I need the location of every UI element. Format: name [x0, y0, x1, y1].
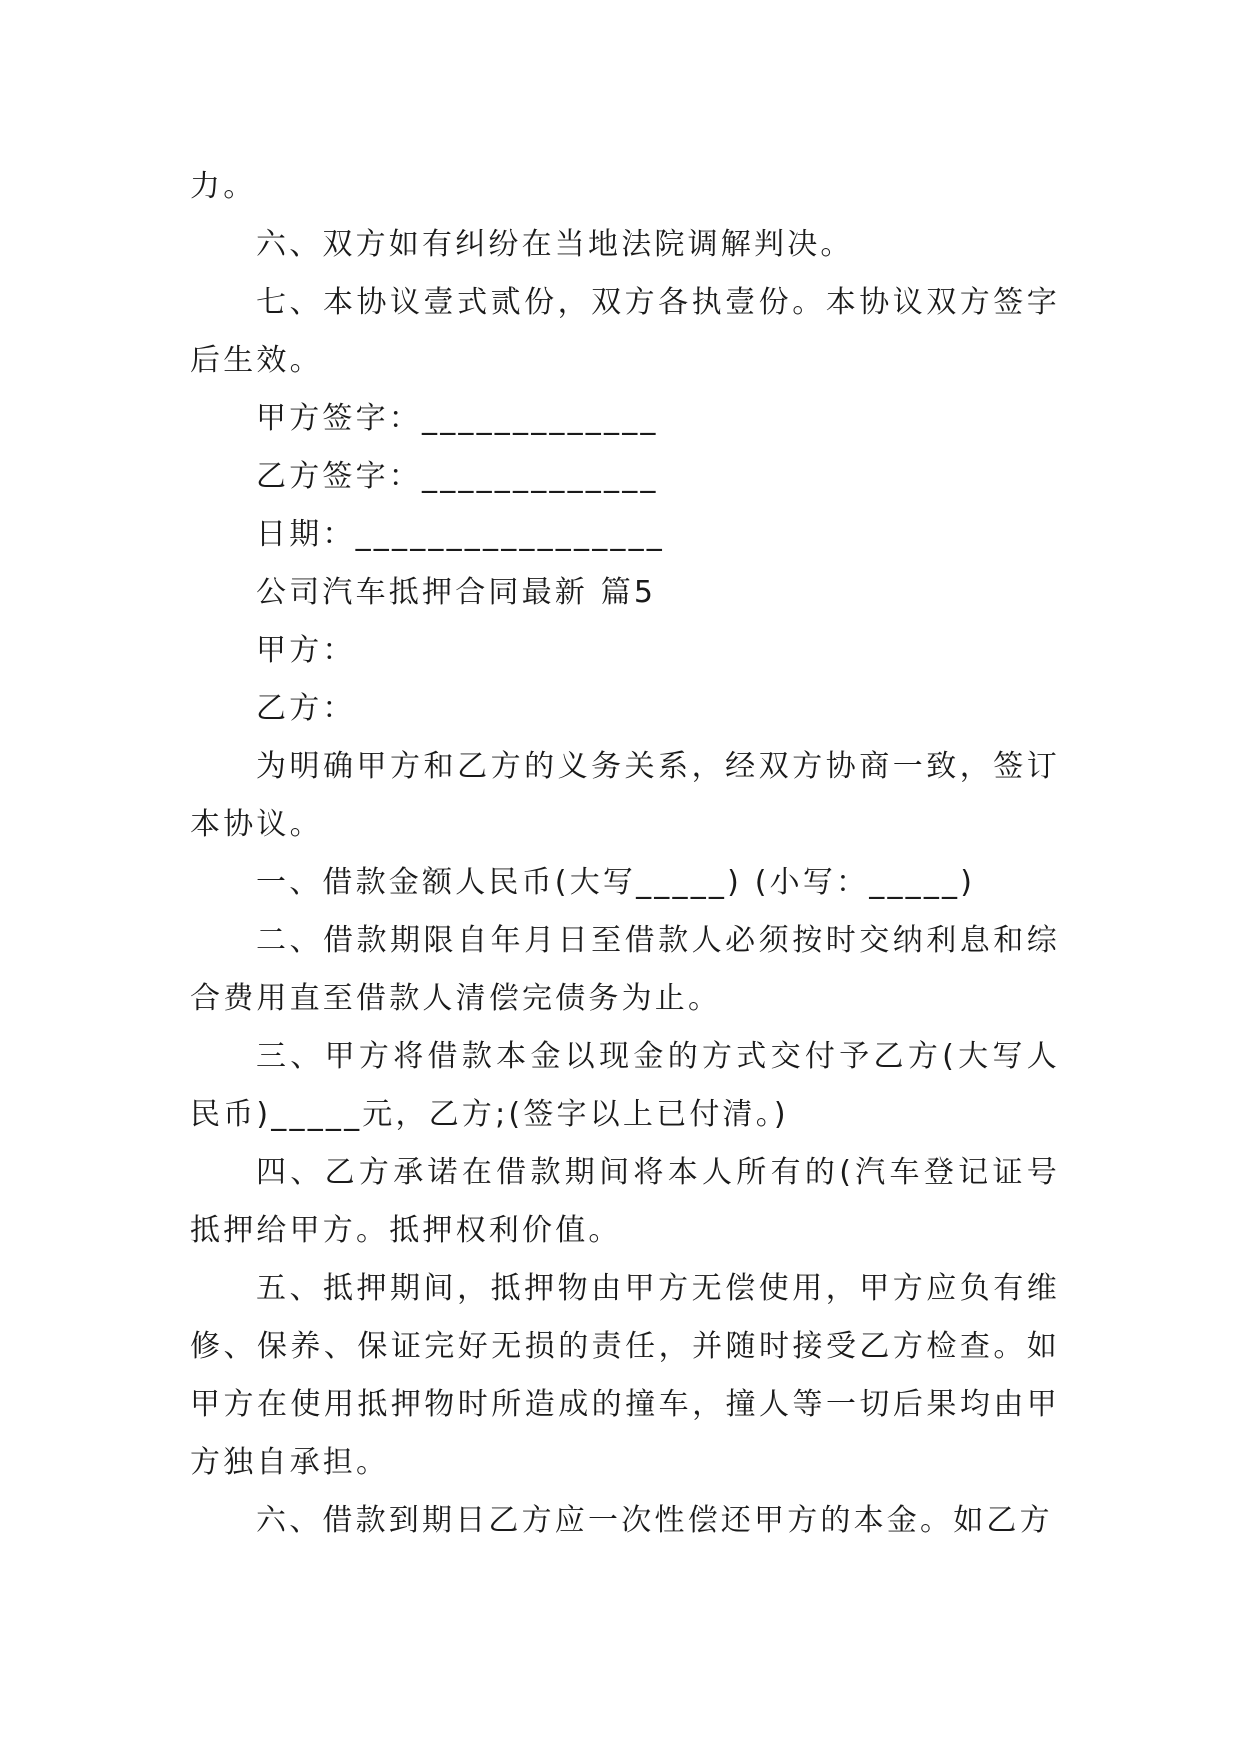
clause-seven-copies: 七、本协议壹式贰份，双方各执壹份。本协议双方签字后生效。	[190, 285, 1060, 378]
preamble-paragraph: 为明确甲方和乙方的义务关系，经双方协商一致，签订本协议。	[190, 749, 1060, 842]
party-a-label: 甲方：	[256, 633, 356, 668]
clause-four-collateral: 四、乙方承诺在借款期间将本人所有的(汽车登记证号抵押给甲方。抵押权利价值。	[190, 1155, 1060, 1248]
clause-one-amount: 一、借款金额人民币(大写_____) (小写：_____)	[256, 865, 976, 900]
paragraph-continuation: 力。	[190, 169, 257, 204]
clause-five-usage: 五、抵押期间，抵押物由甲方无偿使用，甲方应负有维修、保养、保证完好无损的责任，并随时接受乙方检查。如甲方在使用抵押物时所造成的撞车，撞人等一切后果均由甲方独自承担。	[190, 1271, 1060, 1480]
clause-six-dispute: 六、双方如有纠纷在当地法院调解判决。	[256, 227, 854, 262]
party-b-signature-line: 乙方签字：_____________	[256, 459, 659, 494]
clause-two-term: 二、借款期限自年月日至借款人必须按时交纳利息和综合费用直至借款人清偿完债务为止。	[190, 923, 1060, 1016]
section-heading: 公司汽车抵押合同最新 篇5	[256, 575, 657, 610]
party-b-label: 乙方：	[256, 691, 356, 726]
date-line: 日期：_________________	[256, 517, 665, 552]
clause-six-repayment: 六、借款到期日乙方应一次性偿还甲方的本金。如乙方	[256, 1503, 1053, 1538]
clause-three-payment: 三、甲方将借款本金以现金的方式交付予乙方(大写人民币)_____元，乙方;(签字以上已付清。)	[190, 1039, 1060, 1132]
party-a-signature-line: 甲方签字：_____________	[256, 401, 659, 436]
document-body	[190, 158, 1060, 1550]
